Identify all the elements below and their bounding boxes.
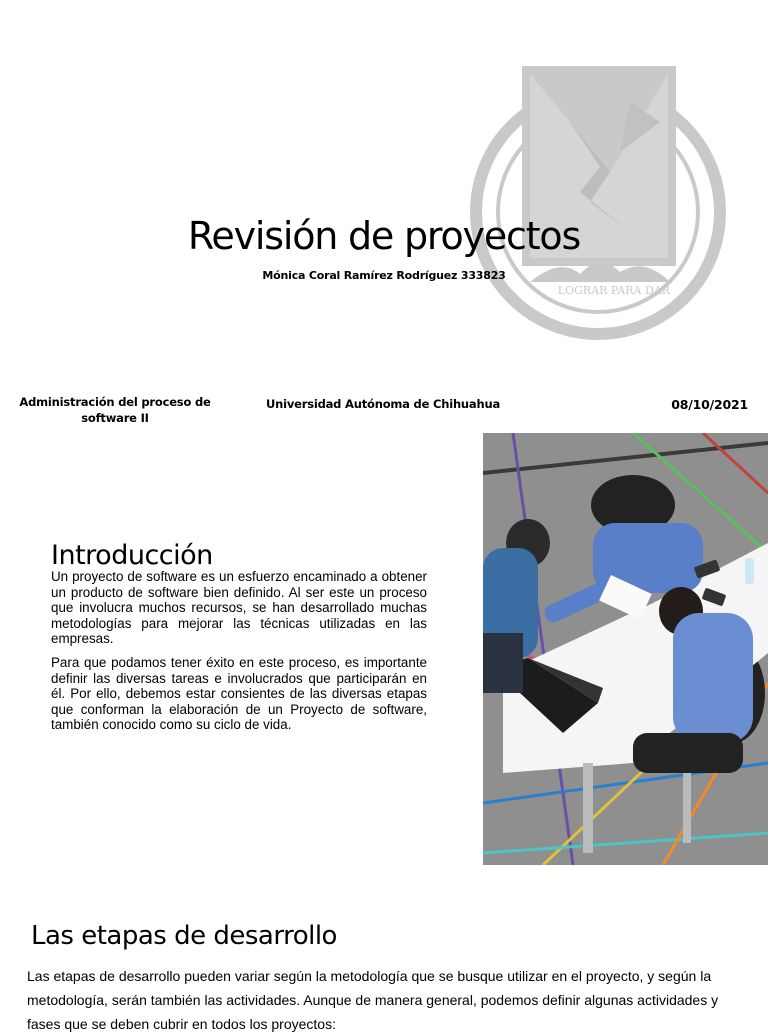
document-title: Revisión de proyectos	[187, 214, 581, 258]
intro-paragraph: Para que podamos tener éxito en este proceso, es importante definir las diversas tareas e involucrados que participarán en él. Por ello, debemos estar consientes de las diversas etapas que conforman la elaboración de un Proyecto de software, también conocido como su ciclo de vida.	[51, 654, 427, 733]
svg-text:LOGRAR PARA DAR: LOGRAR PARA DAR	[557, 284, 670, 297]
stages-heading: Las etapas de desarrollo	[31, 920, 337, 951]
intro-paragraph: Un proyecto de software es un esfuerzo encaminado a obtener un producto de software bien definido. Al ser este un proceso que involucra muchos recursos, se han desarrollado muchas metodologías para mejorar las técnicas utilizadas en las empresas.	[51, 569, 427, 647]
intro-body	[51, 569, 427, 741]
university-seal-logo	[470, 62, 728, 340]
stages-paragraph: Las etapas de desarrollo pueden variar según la metodología que se busque utilizar en el proyecto, y según la metodología, serán también las actividades. Aunque de manera general, podemos definir algunas actividades y fases que se deben cubrir en todos los proyectos:	[27, 968, 719, 1032]
author-line: Mónica Coral Ramírez Rodríguez 333823	[262, 269, 506, 282]
document-date: 08/10/2021	[671, 397, 748, 412]
team-meeting-photo	[483, 433, 768, 865]
intro-heading: Introducción	[51, 540, 213, 572]
university-name: Universidad Autónoma de Chihuahua	[265, 397, 501, 411]
course-name: Administración del proceso de software II	[19, 395, 211, 425]
